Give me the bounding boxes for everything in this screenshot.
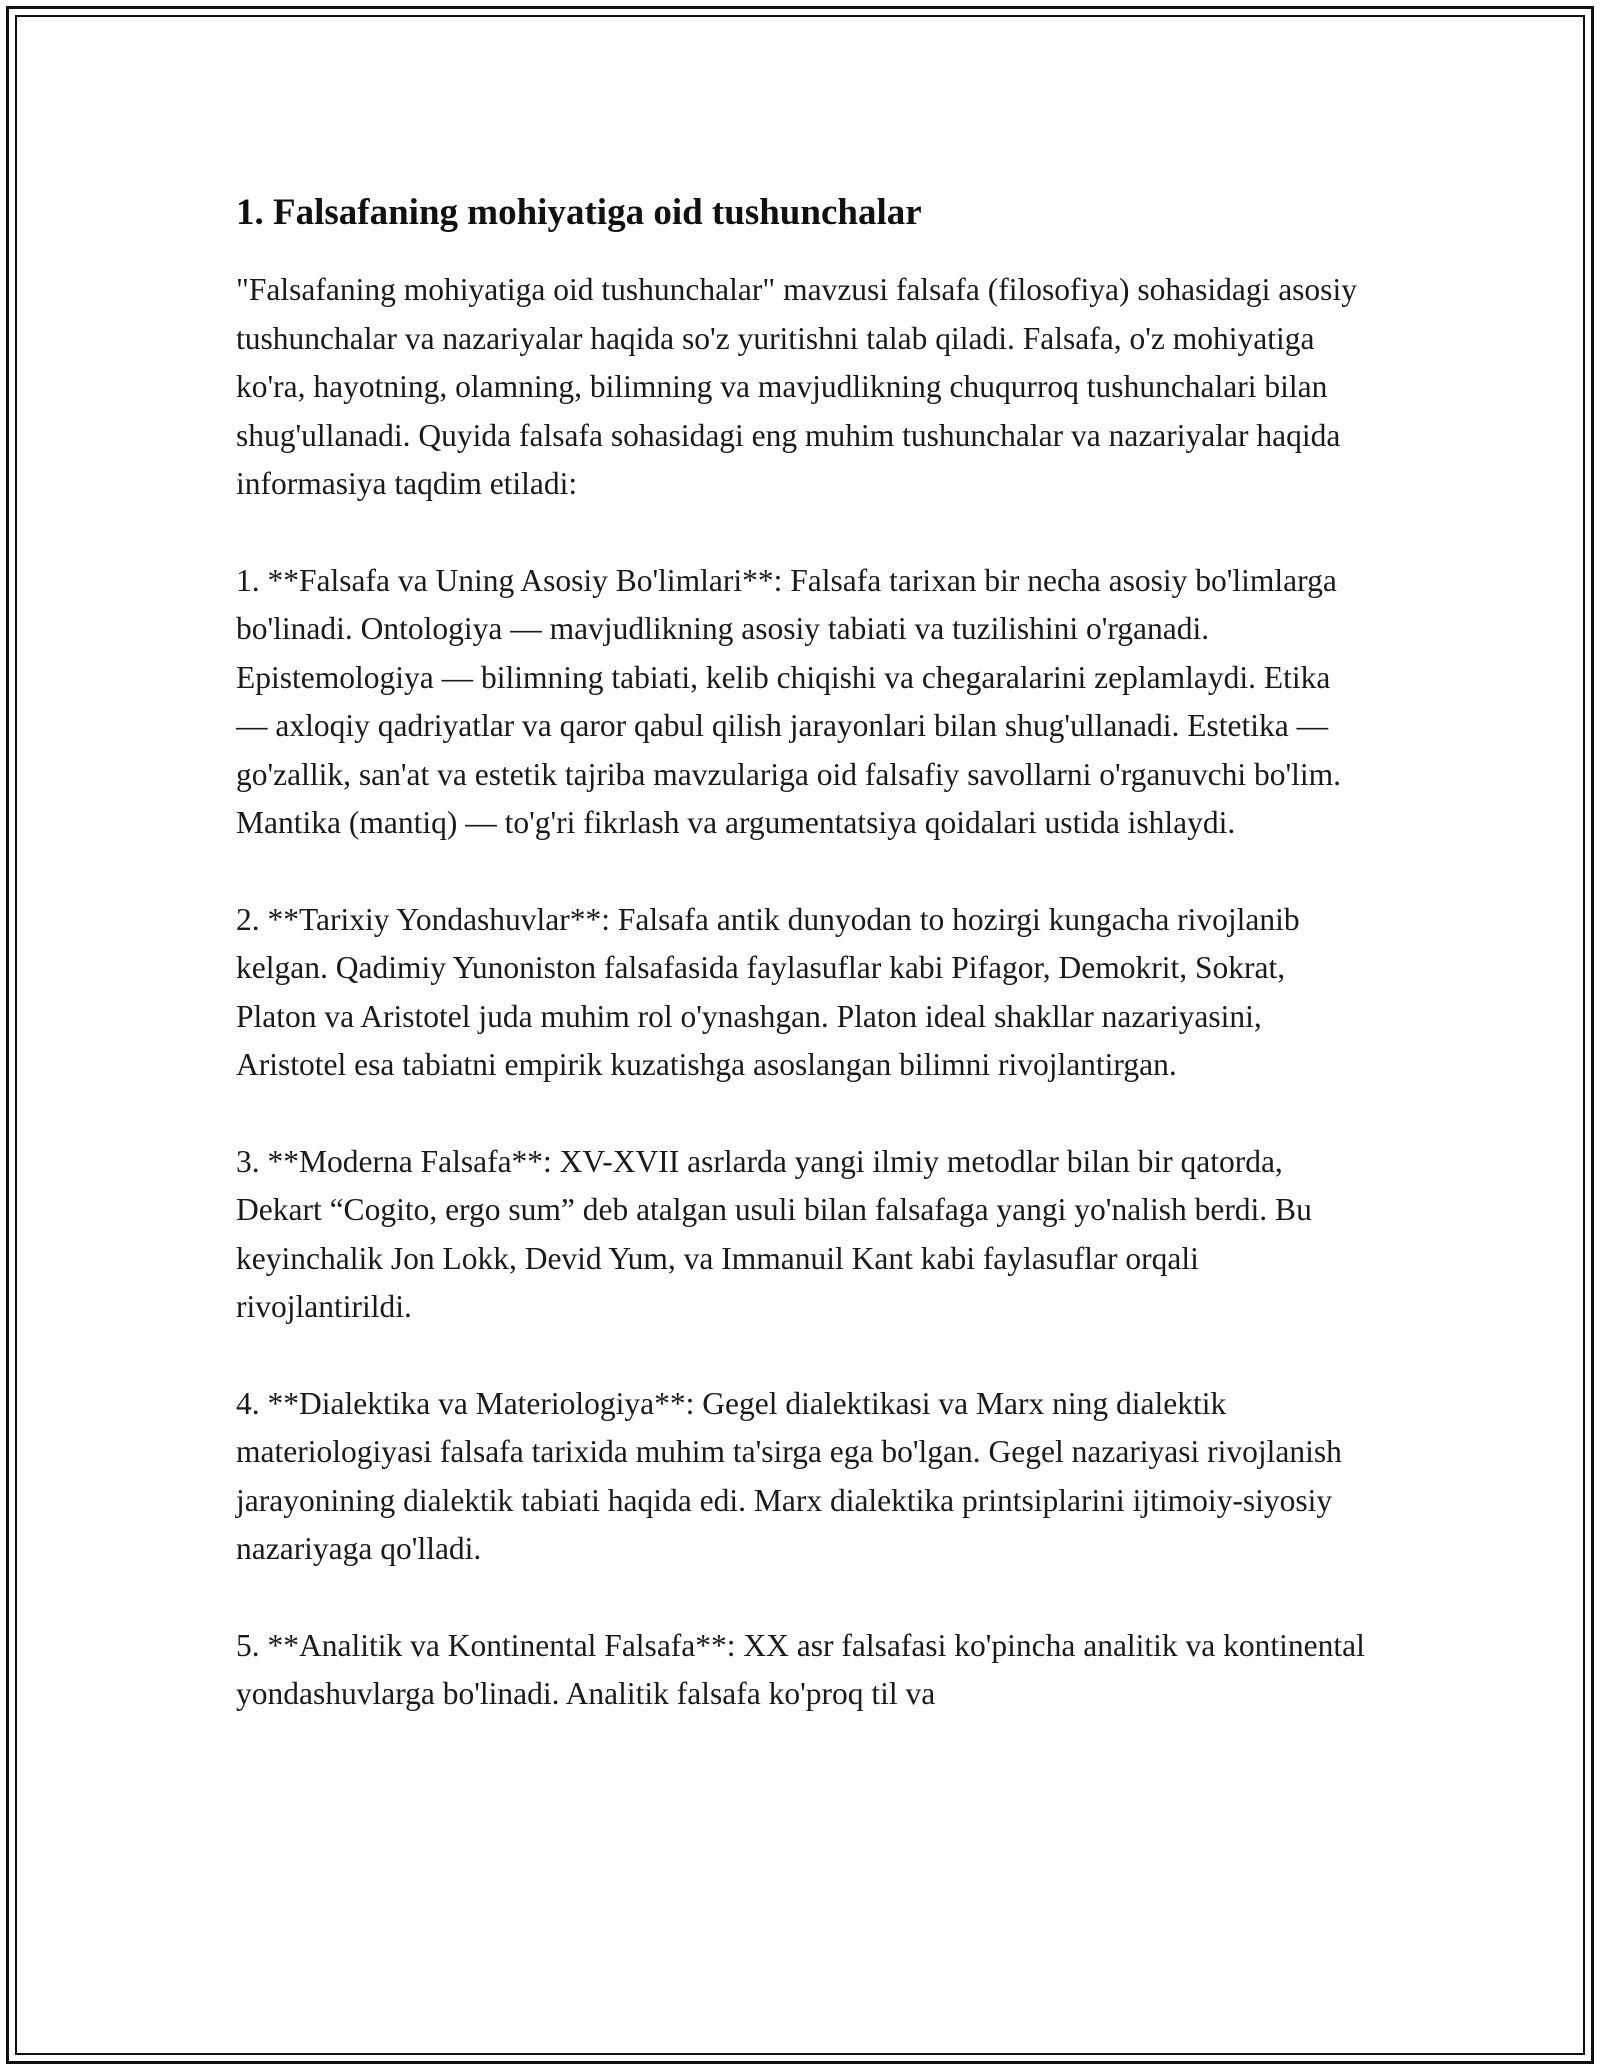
document-body	[236, 186, 1366, 1767]
document-title: 1. Falsafaning mohiyatiga oid tushunchalar	[236, 192, 922, 233]
section-2-paragraph: 2. **Tarixiy Yondashuvlar**: Falsafa antik dunyodan to hozirgi kungacha rivojlanib kelgan. Qadimiy Yunoniston falsafasida faylasuflar kabi Pifagor, Demokrit, Sokrat, Platon va Aristotel juda muhim rol o'ynashgan. Platon ideal shakllar nazariyasini, Aristotel esa tabiatni empirik kuzatishga asoslangan bilimni rivojlantirgan.	[236, 901, 1300, 1082]
intro-paragraph: "Falsafaning mohiyatiga oid tushunchalar" mavzusi falsafa (filosofiya) sohasidagi asosiy tushunchalar va nazariyalar haqida so'z yuritishni talab qiladi. Falsafa, o'z mohiyatiga ko'ra, hayotning, olamning, bilimning va mavjudlikning chuqurroq tushunchalari bilan shug'ullanadi. Quyida falsafa sohasidagi eng muhim tushunchalar va nazariyalar haqida informasiya taqdim etiladi:	[236, 272, 1357, 501]
section-1-paragraph: 1. **Falsafa va Uning Asosiy Bo'limlari**: Falsafa tarixan bir necha asosiy bo'limlarga bo'linadi. Ontologiya — mavjudlikning asosiy tabiati va tuzilishini o'rganadi. Epistemologiya — bilimning tabiati, kelib chiqishi va chegaralarini zeplamlaydi. Etika — axloqiy qadriyatlar va qaror qabul qilish jarayonlari bilan shug'ullanadi. Estetika — go'zallik, san'at va estetik tajriba mavzulariga oid falsafiy savollarni o'rganuvchi bo'lim. Mantika (mantiq) — to'g'ri fikrlash va argumentatsiya qoidalari ustida ishlaydi.	[236, 562, 1342, 840]
section-3-paragraph: 3. **Moderna Falsafa**: XV-XVII asrlarda yangi ilmiy metodlar bilan bir qatorda, Dekart “Cogito, ergo sum” deb atalgan usuli bilan falsafaga yangi yo'nalish berdi. Bu keyinchalik Jon Lokk, Devid Yum, va Immanuil Kant kabi faylasuflar orqali rivojlantirildi.	[236, 1143, 1312, 1324]
section-5-paragraph: 5. **Analitik va Kontinental Falsafa**: XX asr falsafasi ko'pincha analitik va kontinental yondashuvlarga bo'linadi. Analitik falsafa ko'proq til va	[236, 1627, 1365, 1711]
section-4-paragraph: 4. **Dialektika va Materiologiya**: Gegel dialektikasi va Marx ning dialektik materiologiyasi falsafa tarixida muhim ta'sirga ega bo'lgan. Gegel nazariyasi rivojlanish jarayonining dialektik tabiati haqida edi. Marx dialektika printsiplarini ijtimoiy-siyosiy nazariyaga qo'lladi.	[236, 1385, 1342, 1566]
